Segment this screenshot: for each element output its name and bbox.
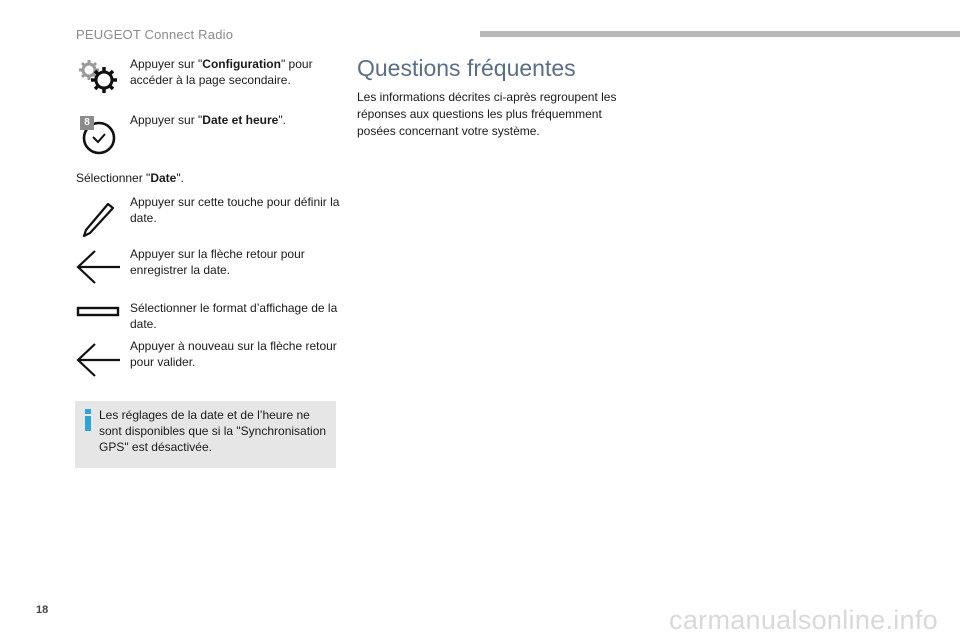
pencil-icon (76, 196, 122, 242)
arrow-left-icon (76, 340, 122, 386)
select-date-text: Sélectionner "Date". (76, 171, 184, 185)
step-configuration-text: Appuyer sur "Configuration" pour accéder à la page secondaire. (130, 57, 313, 87)
step-back-save-text: Appuyer sur la flèche retour pour enregistrer la date. (130, 247, 305, 277)
clock-badge: 8 (84, 117, 90, 128)
faq-title: Questions fréquentes (357, 55, 576, 81)
page-number: 18 (36, 604, 49, 616)
gears-icon (76, 56, 122, 102)
info-box (75, 401, 336, 468)
watermark: carmanualsonline.info (669, 605, 938, 635)
header-bar (480, 31, 960, 37)
step-date-time-text: Appuyer sur "Date et heure". (130, 113, 286, 127)
faq-body: Les informations décrites ci-après regroupent les réponses aux questions les plus fréquemment posées concernant votre système. (357, 90, 617, 138)
arrow-left-icon (76, 246, 122, 292)
step-edit-text: Appuyer sur cette touche pour définir la date. (130, 195, 340, 225)
step-format-text: Sélectionner le format d’affichage de la date. (130, 301, 338, 331)
page-header-title: PEUGEOT Connect Radio (76, 27, 234, 42)
info-icon (83, 409, 93, 431)
info-text: Les réglages de la date et de l’heure ne sont disponibles que si la "Synchronisation GPS" est désactivée. (99, 408, 327, 454)
step-back-validate-text: Appuyer à nouveau sur la flèche retour pour valider. (130, 339, 337, 369)
